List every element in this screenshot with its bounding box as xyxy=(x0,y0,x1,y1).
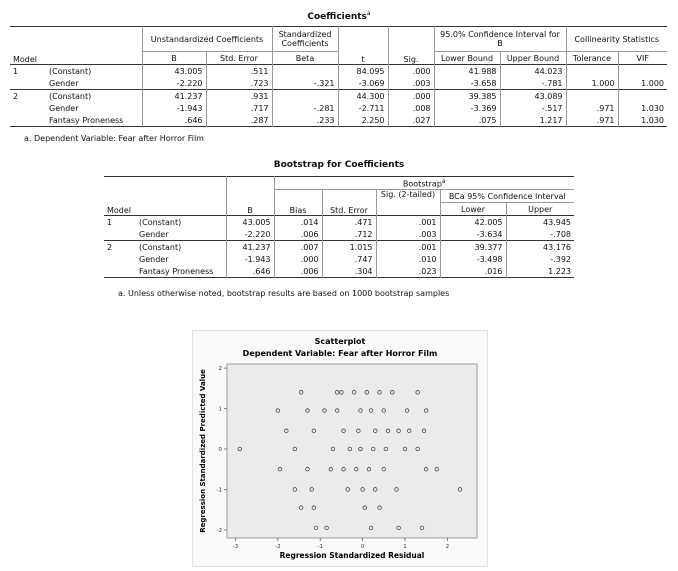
x-tick-label: -2 xyxy=(275,544,281,550)
coefficients-footnote: a. Dependent Variable: Fear after Horror Film xyxy=(24,134,204,143)
coef-cell-vif xyxy=(618,90,667,103)
plot-area xyxy=(227,364,477,538)
boot-cell-sig: .010 xyxy=(376,253,440,265)
coef-cell-vif: 1.000 xyxy=(618,77,667,90)
boot-header-model: Model xyxy=(107,206,132,215)
y-tick-label: 2 xyxy=(218,366,222,373)
boot-cell-b: .646 xyxy=(226,265,274,278)
coef-cell-b: .646 xyxy=(142,114,206,127)
coef-table-row xyxy=(10,65,667,78)
coef-cell-variable: Fantasy Proneness xyxy=(49,115,124,125)
coefficients-title xyxy=(0,10,678,22)
boot-cell-sig: .001 xyxy=(376,241,440,254)
coef-header-sig: Sig. xyxy=(388,27,434,65)
coef-cell-t: 44.300 xyxy=(338,90,388,103)
coef-cell-vif xyxy=(618,65,667,78)
coef-cell-tol: .971 xyxy=(566,102,618,114)
bootstrap-footnote: a. Unless otherwise noted, bootstrap results are based on 1000 bootstrap samples xyxy=(118,289,450,298)
boot-header-bias: Bias xyxy=(274,190,322,216)
coef-cell-se: .287 xyxy=(206,114,272,127)
coef-cell-sig: .008 xyxy=(388,102,434,114)
coef-header-stderr: Std. Error xyxy=(206,52,272,65)
coef-cell-se: .717 xyxy=(206,102,272,114)
coef-cell-b: -1.943 xyxy=(142,102,206,114)
x-tick-label: -3 xyxy=(232,544,239,550)
x-tick-label: 0 xyxy=(360,544,365,550)
coef-cell-upper: -.781 xyxy=(500,77,566,90)
coef-cell-tol xyxy=(566,90,618,103)
boot-cell-upper: 43.945 xyxy=(506,216,574,229)
coef-cell-model: 1 xyxy=(13,66,19,76)
coef-cell-beta xyxy=(272,90,338,103)
boot-cell-b: 41.237 xyxy=(226,241,274,254)
y-tick-label: -2 xyxy=(216,527,222,534)
coef-cell-t: -3.069 xyxy=(338,77,388,90)
boot-header-bootstrap-text: Bootstrap xyxy=(402,179,442,189)
coef-cell-se: .511 xyxy=(206,65,272,78)
chart-title: Scatterplot xyxy=(314,337,366,346)
boot-cell-variable: Gender xyxy=(139,254,169,264)
boot-table-row xyxy=(104,216,574,229)
scatterplot-panel xyxy=(192,330,488,567)
y-tick-label: -1 xyxy=(216,487,222,494)
coef-cell-sig: .027 xyxy=(388,114,434,127)
coef-header-beta: Beta xyxy=(272,52,338,65)
coef-cell-model xyxy=(10,114,46,127)
boot-cell-model xyxy=(104,228,136,241)
coefficients-title-text: Coefficients xyxy=(307,12,367,22)
x-axis-ticks xyxy=(233,538,449,550)
boot-header-lower: Lower xyxy=(440,203,506,216)
boot-header-stderr: Std. Error xyxy=(322,190,376,216)
coef-cell-variable: (Constant) xyxy=(49,66,92,76)
boot-header-bca: BCa 95% Confidence Interval xyxy=(440,190,574,203)
boot-cell-bias: .006 xyxy=(274,265,322,278)
boot-cell-model: 1 xyxy=(107,217,113,227)
coef-cell-t: -2.711 xyxy=(338,102,388,114)
coef-cell-b: 41.237 xyxy=(142,90,206,103)
x-tick-label: 1 xyxy=(403,544,407,550)
coef-header-lower: Lower Bound xyxy=(434,52,500,65)
chart-subtitle: Dependent Variable: Fear after Horror Film xyxy=(242,349,438,358)
boot-header-b: B xyxy=(226,177,274,216)
boot-cell-upper: -.392 xyxy=(506,253,574,265)
bootstrap-body xyxy=(104,216,574,278)
boot-cell-se: .304 xyxy=(322,265,376,278)
boot-cell-bias: .007 xyxy=(274,241,322,254)
coef-header-t: t xyxy=(338,27,388,65)
y-tick-label: 0 xyxy=(218,446,222,453)
coef-header-coll: Collinearity Statistics xyxy=(566,27,667,52)
coef-header-upper: Upper Bound xyxy=(500,52,566,65)
coef-cell-sig: .003 xyxy=(388,77,434,90)
coef-cell-upper: 44.023 xyxy=(500,65,566,78)
boot-cell-model xyxy=(104,265,136,278)
boot-cell-b: -1.943 xyxy=(226,253,274,265)
x-axis-label: Regression Standardized Residual xyxy=(279,551,425,560)
coef-table-row xyxy=(10,77,667,90)
coef-cell-vif: 1.030 xyxy=(618,102,667,114)
coef-cell-t: 2.250 xyxy=(338,114,388,127)
y-axis-ticks xyxy=(217,366,227,534)
coef-cell-b: -2.220 xyxy=(142,77,206,90)
coef-cell-model xyxy=(10,77,46,90)
coefficients-body xyxy=(10,65,667,127)
coef-table-row xyxy=(10,90,667,103)
coef-cell-sig: .000 xyxy=(388,65,434,78)
coefficients-title-sup: a xyxy=(366,10,371,17)
boot-cell-sig: .023 xyxy=(376,265,440,278)
boot-cell-bias: .006 xyxy=(274,228,322,241)
coef-cell-upper: 1.217 xyxy=(500,114,566,127)
boot-cell-lower: 39.377 xyxy=(440,241,506,254)
coef-cell-se: .931 xyxy=(206,90,272,103)
coef-cell-upper: 43.089 xyxy=(500,90,566,103)
coef-cell-lower: -3.369 xyxy=(434,102,500,114)
boot-cell-sig: .001 xyxy=(376,216,440,229)
coef-cell-b: 43.005 xyxy=(142,65,206,78)
coefficients-table xyxy=(10,26,667,127)
x-tick-label: -1 xyxy=(317,544,323,550)
coef-cell-beta: -.321 xyxy=(272,77,338,90)
coef-cell-variable: Gender xyxy=(49,103,79,113)
coef-cell-lower: .075 xyxy=(434,114,500,127)
y-axis-label: Regression Standardized Predicted Value xyxy=(199,369,207,533)
coef-cell-upper: -.517 xyxy=(500,102,566,114)
boot-cell-upper: 1.223 xyxy=(506,265,574,278)
boot-cell-model xyxy=(104,253,136,265)
boot-cell-variable: Fantasy Proneness xyxy=(139,266,214,276)
coef-cell-se: .723 xyxy=(206,77,272,90)
coef-header-model xyxy=(10,27,142,65)
y-tick-label: 1 xyxy=(218,406,222,413)
coef-header-ci: 95.0% Confidence Interval for B xyxy=(434,27,566,52)
boot-cell-sig: .003 xyxy=(376,228,440,241)
coef-cell-variable: Gender xyxy=(49,78,79,88)
x-tick-label: 2 xyxy=(445,544,450,550)
boot-cell-lower: 42.005 xyxy=(440,216,506,229)
coef-cell-beta: .233 xyxy=(272,114,338,127)
boot-cell-b: 43.005 xyxy=(226,216,274,229)
boot-table-row xyxy=(104,241,574,254)
boot-header-sig: Sig. (2-tailed) xyxy=(376,190,440,216)
coef-cell-lower: -3.658 xyxy=(434,77,500,90)
bootstrap-table xyxy=(104,176,574,278)
coef-cell-lower: 41.988 xyxy=(434,65,500,78)
coef-cell-tol: 1.000 xyxy=(566,77,618,90)
boot-cell-bias: .000 xyxy=(274,253,322,265)
boot-cell-upper: 43.176 xyxy=(506,241,574,254)
boot-header-bootstrap xyxy=(274,177,574,190)
coef-cell-vif: 1.030 xyxy=(618,114,667,127)
scatterplot-svg xyxy=(193,331,487,566)
coef-cell-tol: .971 xyxy=(566,114,618,127)
boot-table-row xyxy=(104,265,574,278)
coef-header-unstd: Unstandardized Coefficients xyxy=(142,27,272,52)
coef-cell-lower: 39.385 xyxy=(434,90,500,103)
coef-table-row xyxy=(10,102,667,114)
coef-header-model-text: Model xyxy=(13,55,38,64)
coef-cell-model: 2 xyxy=(13,91,19,101)
boot-cell-bias: .014 xyxy=(274,216,322,229)
coef-cell-tol xyxy=(566,65,618,78)
boot-table-row xyxy=(104,253,574,265)
coef-header-tolerance: Tolerance xyxy=(566,52,618,65)
coef-cell-beta xyxy=(272,65,338,78)
boot-header-upper: Upper xyxy=(506,203,574,216)
boot-header-bootstrap-sup: a xyxy=(441,177,446,185)
boot-cell-b: -2.220 xyxy=(226,228,274,241)
boot-cell-lower: -3.634 xyxy=(440,228,506,241)
boot-cell-se: .471 xyxy=(322,216,376,229)
boot-cell-variable: (Constant) xyxy=(139,242,182,252)
coef-cell-sig: .000 xyxy=(388,90,434,103)
boot-cell-variable: (Constant) xyxy=(139,217,182,227)
boot-cell-se: .712 xyxy=(322,228,376,241)
coef-cell-t: 84.095 xyxy=(338,65,388,78)
coef-cell-model xyxy=(10,102,46,114)
coef-header-std: Standardized Coefficients xyxy=(272,27,338,52)
boot-cell-lower: .016 xyxy=(440,265,506,278)
boot-cell-variable: Gender xyxy=(139,229,169,239)
coef-cell-variable: (Constant) xyxy=(49,91,92,101)
coef-header-b: B xyxy=(142,52,206,65)
coef-table-row xyxy=(10,114,667,127)
boot-cell-se: .747 xyxy=(322,253,376,265)
bootstrap-title: Bootstrap for Coefficients xyxy=(273,160,405,170)
boot-cell-upper: -.708 xyxy=(506,228,574,241)
coef-cell-beta: -.281 xyxy=(272,102,338,114)
boot-cell-se: 1.015 xyxy=(322,241,376,254)
boot-cell-lower: -3.498 xyxy=(440,253,506,265)
boot-cell-model: 2 xyxy=(107,242,113,252)
boot-table-row xyxy=(104,228,574,241)
coef-header-vif: VIF xyxy=(618,52,667,65)
